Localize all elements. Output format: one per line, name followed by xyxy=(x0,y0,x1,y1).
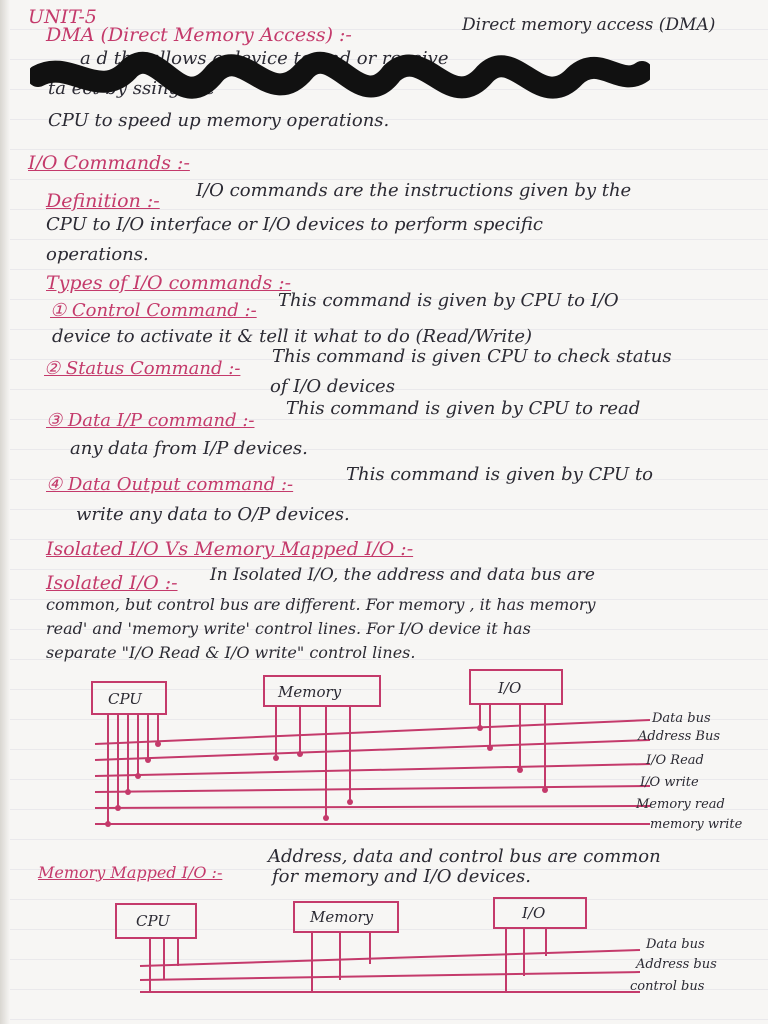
bus-label-memory-read: Memory read xyxy=(636,797,725,812)
isolated-io-line-2: common, but control bus are different. For memory , it has memory xyxy=(46,595,596,614)
diagram2-memory-label: Memory xyxy=(310,908,374,926)
data-input-command-label: ③ Data I/P command :- xyxy=(46,410,255,431)
dma-text-line-1: Direct memory access (DMA) xyxy=(462,15,716,35)
status-command-line-1: This command is given CPU to check status xyxy=(272,346,672,367)
isolated-io-line-1: In Isolated I/O, the address and data bus are xyxy=(210,565,595,585)
control-command-line-1: This command is given by CPU to I/O xyxy=(278,290,619,311)
diagram2-cpu-label: CPU xyxy=(136,912,170,930)
isolated-io-line-4: separate "I/O Read & I/O write" control lines. xyxy=(46,643,416,662)
diagram1-cpu-label: CPU xyxy=(108,690,142,708)
isolated-io-diagram xyxy=(0,640,768,840)
data-output-command-line-1: This command is given by CPU to xyxy=(346,464,654,485)
data-output-command-line-2: write any data to O/P devices. xyxy=(76,504,350,525)
data-output-command-label: ④ Data Output command :- xyxy=(46,474,294,495)
definition-line-3: operations. xyxy=(46,244,149,265)
definition-label: Definition :- xyxy=(46,190,160,212)
status-command-line-2: of I/O devices xyxy=(270,376,395,397)
unit-title: UNIT-5 xyxy=(28,6,97,28)
diagram1-memory-label: Memory xyxy=(278,683,342,701)
status-command-label: ② Status Command :- xyxy=(44,358,241,379)
isolated-io-line-3: read' and 'memory write' control lines. For I/O device it has xyxy=(46,619,531,638)
bus-label-memory-write: memory write xyxy=(650,817,743,832)
io-commands-heading: I/O Commands :- xyxy=(28,152,190,174)
bus-label-address: Address Bus xyxy=(638,729,721,744)
memory-mapped-line-1: Address, data and control bus are common xyxy=(268,846,661,867)
dma-heading: DMA (Direct Memory Access) :- xyxy=(46,24,352,46)
definition-line-1: I/O commands are the instructions given by the xyxy=(196,180,632,201)
definition-line-2: CPU to I/O interface or I/O devices to perform specific xyxy=(46,214,544,235)
bus-label-io-read: I/O Read xyxy=(646,753,704,768)
mm-bus-label-data: Data bus xyxy=(646,937,705,952)
bus-label-data: Data bus xyxy=(652,711,711,726)
bus-label-io-write: I/O write xyxy=(640,775,699,790)
dma-text-line-3: ta ect by ssing the xyxy=(48,78,216,99)
isolated-vs-mapped-heading: Isolated I/O Vs Memory Mapped I/O :- xyxy=(46,538,414,560)
mm-bus-label-control: control bus xyxy=(630,979,705,994)
data-input-command-line-2: any data from I/P devices. xyxy=(70,438,308,459)
memory-mapped-io-label: Memory Mapped I/O :- xyxy=(38,863,223,882)
memory-mapped-io-diagram xyxy=(0,880,768,1020)
page-binding-edge xyxy=(0,0,10,1024)
memory-mapped-line-2: for memory and I/O devices. xyxy=(272,866,531,887)
diagram1-io-label: I/O xyxy=(498,679,522,697)
control-command-line-2: device to activate it & tell it what to do (Read/Write) xyxy=(52,326,533,347)
dma-text-line-2: a d the allows o device to end or receive xyxy=(80,48,449,69)
isolated-io-label: Isolated I/O :- xyxy=(46,572,178,594)
control-command-label: ① Control Command :- xyxy=(50,300,257,321)
mm-bus-label-address: Address bus xyxy=(636,957,717,972)
dma-text-line-4: CPU to speed up memory operations. xyxy=(48,110,390,131)
types-heading: Types of I/O commands :- xyxy=(46,272,292,294)
data-input-command-line-1: This command is given by CPU to read xyxy=(286,398,641,419)
diagram2-io-label: I/O xyxy=(522,904,546,922)
